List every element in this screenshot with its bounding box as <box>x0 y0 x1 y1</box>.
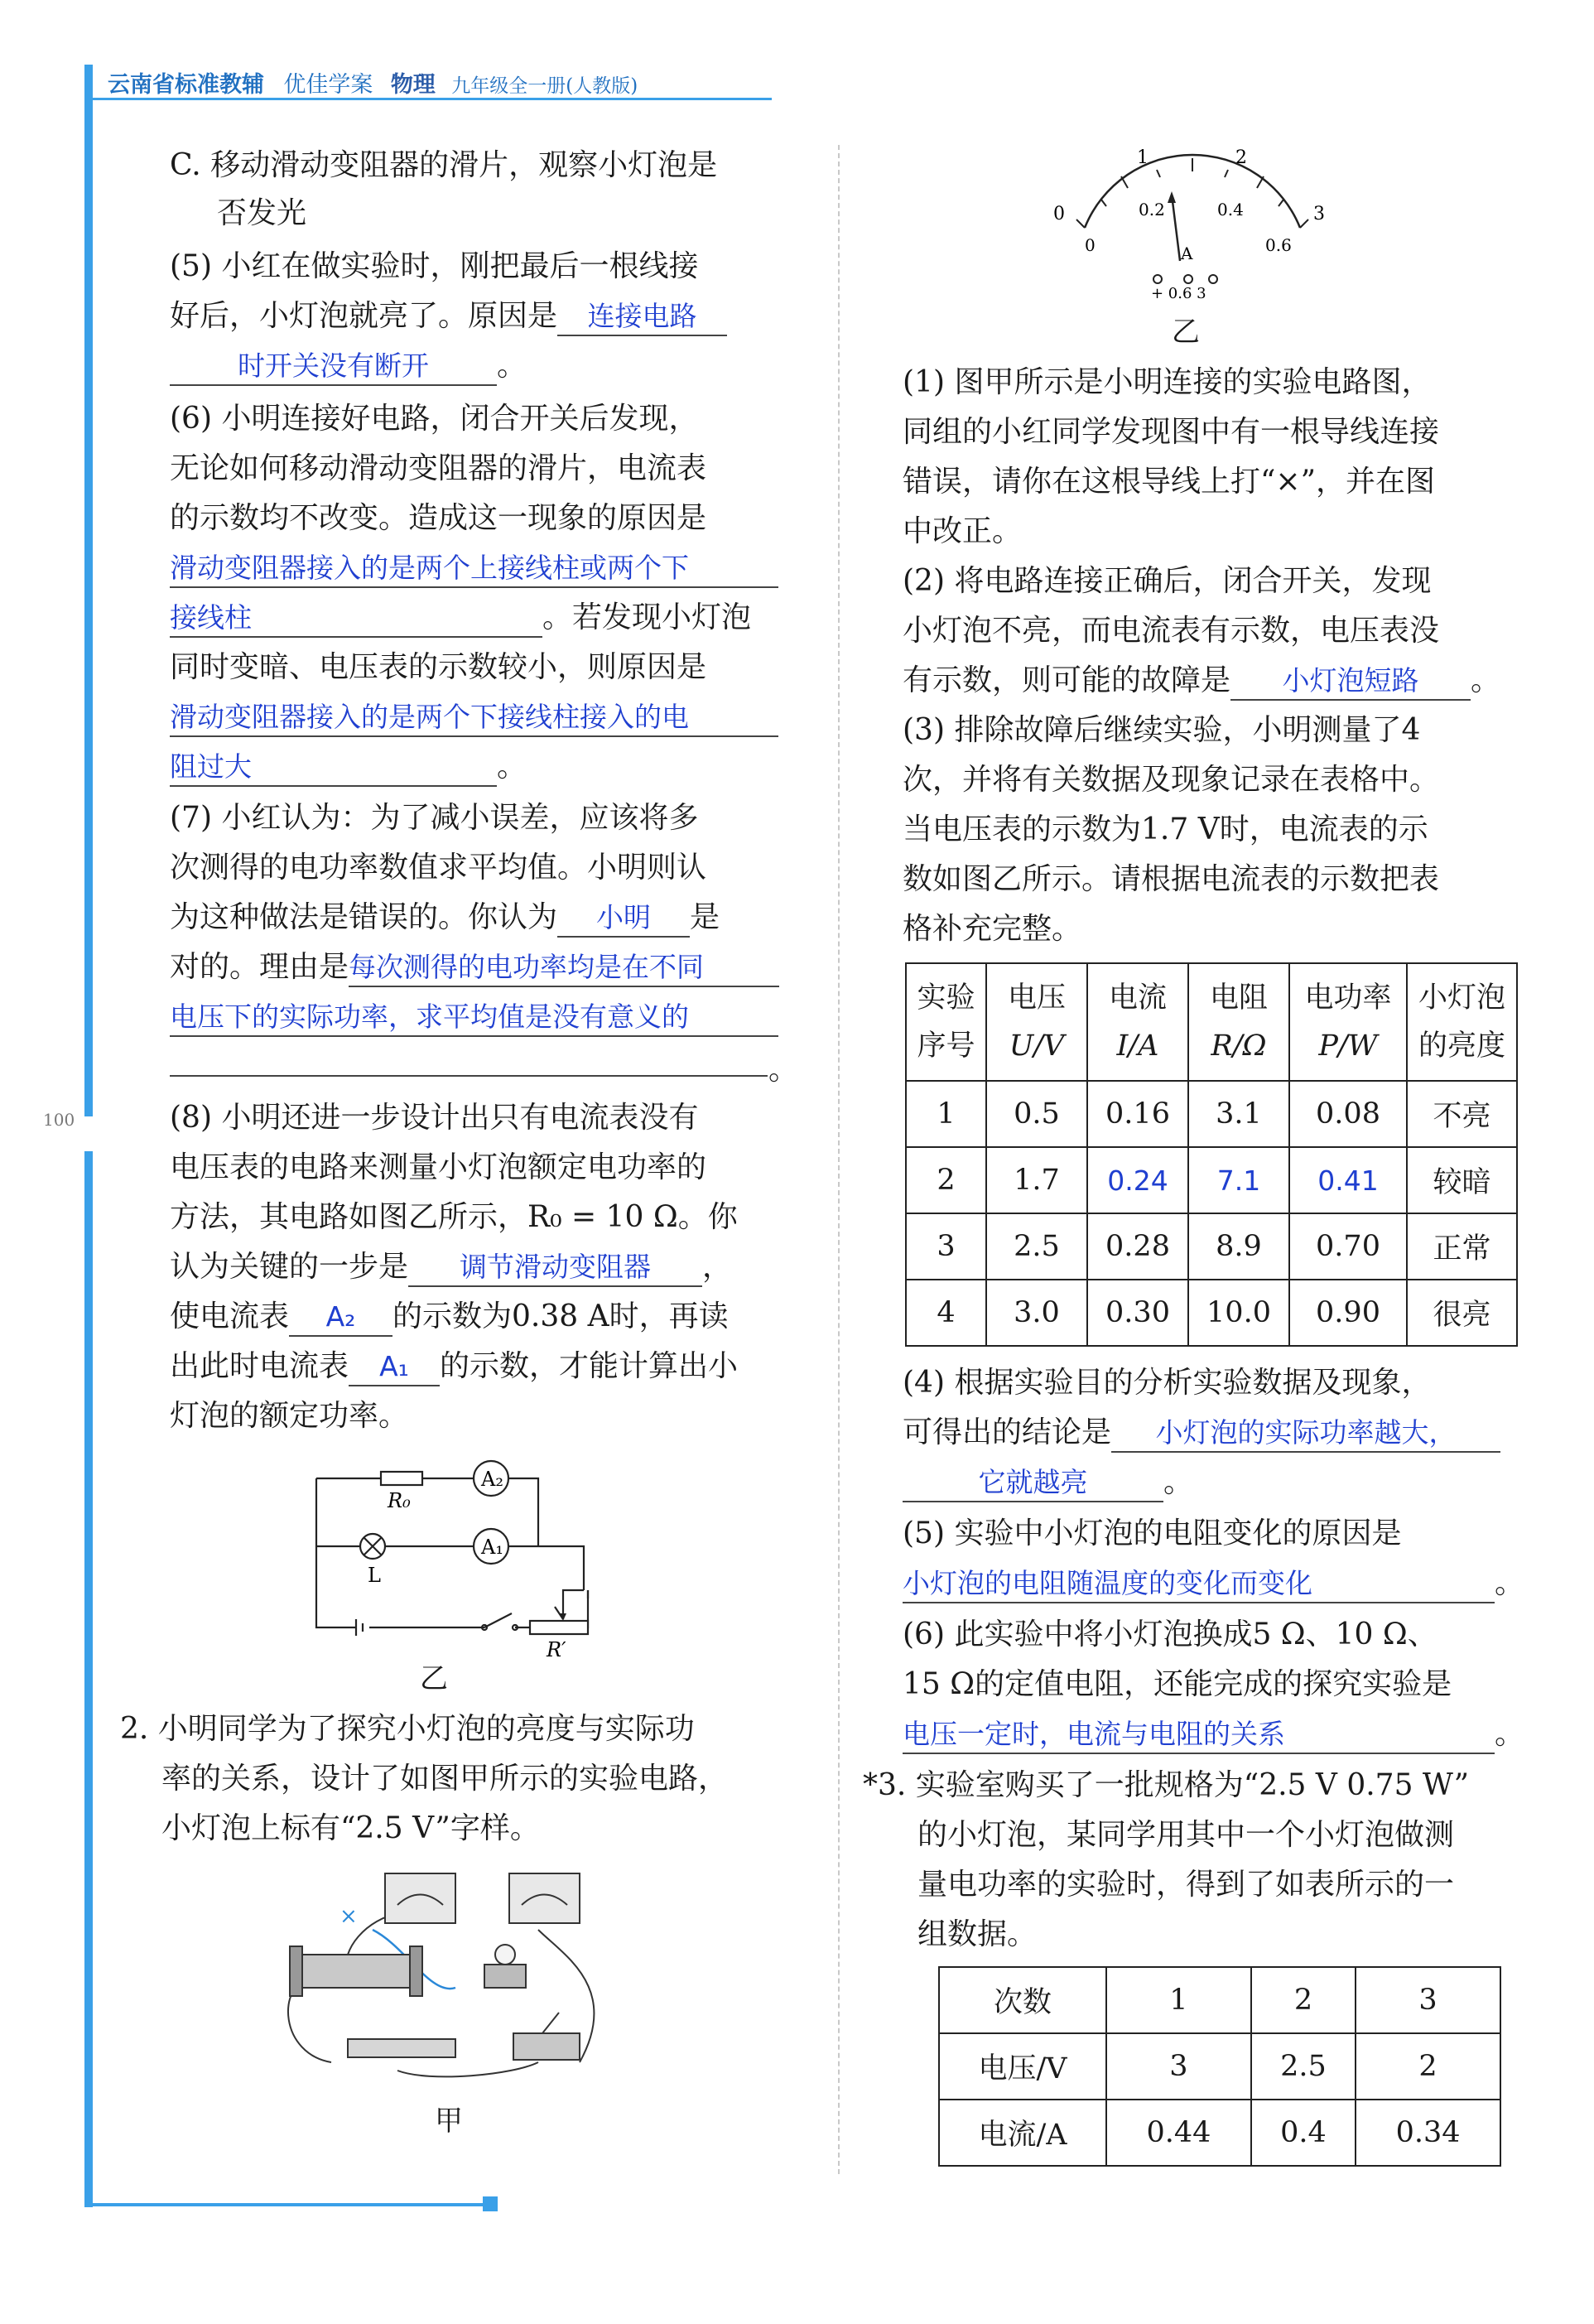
q6-line2: 无论如何移动滑动变阻器的滑片，电流表 <box>170 451 707 485</box>
q3-line4: 组数据。 <box>917 1917 1038 1951</box>
dial-unit: A <box>1181 243 1193 263</box>
dial-outer-3: 3 <box>1313 204 1325 224</box>
table-cell: 次数 <box>939 1967 1106 2033</box>
table-cell: 2 <box>1356 2033 1500 2100</box>
table-cell: 0.34 <box>1356 2100 1500 2166</box>
r1-line2: 同组的小红同学发现图中有一根导线连接 <box>903 415 1440 449</box>
table-cell: 不亮 <box>1407 1081 1517 1147</box>
table1-header-cell: 电功率 P/W <box>1289 963 1407 1081</box>
r4-line2 <box>903 1408 1500 1458</box>
q7-answer-1: 小明 <box>557 899 690 938</box>
q8-line1: (8) 小明还进一步设计出只有电流表没有 <box>170 1101 699 1135</box>
q8-text-6a: 出此时电流表 <box>170 1349 349 1383</box>
q7-answer-2b: 电压下的实际功率，求平均值是没有意义的 <box>170 999 778 1037</box>
r3-line1: (3) 排除故障后继续实验，小明测量了4 <box>903 713 1421 747</box>
table1-header-cell: 电阻 R/Ω <box>1188 963 1289 1081</box>
table-row <box>939 1967 1500 2033</box>
q8-text-4b: ， <box>702 1250 733 1284</box>
q5-answer-1: 连接电路 <box>557 298 727 336</box>
q6-mid: 。若发现小灯泡 <box>542 600 752 634</box>
circuit-diagram <box>298 1449 613 1661</box>
q8-line5 <box>170 1292 729 1342</box>
q6-line5 <box>170 593 751 643</box>
r1-line1: (1) 图甲所示是小明连接的实验电路图， <box>903 365 1432 399</box>
fig-yi-caption-left: 乙 <box>420 1662 448 1695</box>
table-cell: 0.90 <box>1289 1280 1407 1346</box>
table-cell: 0.70 <box>1289 1213 1407 1280</box>
r2-line2: 小灯泡不亮，而电流表有示数，电压表没 <box>903 614 1440 648</box>
r3-line3: 当电压表的示数为1.7 V时，电流表的示 <box>903 812 1428 846</box>
dial-bottom-0: 0 <box>1085 235 1096 255</box>
table-cell: 2.5 <box>1251 2033 1356 2100</box>
q5-end: 。 <box>497 349 527 383</box>
table-cell: 3.0 <box>986 1280 1087 1346</box>
r4-answer-1: 小灯泡的实际功率越大， <box>1111 1415 1500 1453</box>
subject-label: 物理 <box>390 72 436 98</box>
table-cell: 2.5 <box>986 1213 1087 1280</box>
table-cell: 0.4 <box>1251 2100 1356 2166</box>
q6-line7 <box>170 692 778 742</box>
table-cell: 4 <box>906 1280 986 1346</box>
table-row <box>939 2033 1500 2100</box>
q8-line6 <box>170 1342 738 1391</box>
q3-line1: *3. 实验室购买了一批规格为“2.5 V 0.75 W” <box>863 1768 1470 1802</box>
r4-line3 <box>903 1458 1193 1507</box>
q5-text: 好后，小灯泡就亮了。原因是 <box>170 299 558 333</box>
data-table-2 <box>938 1966 1501 2167</box>
fig-jia-caption: 甲 <box>435 2105 463 2138</box>
r5-answer: 小灯泡的电阻随温度的变化而变化 <box>903 1565 1495 1603</box>
q8-text-4a: 认为关键的一步是 <box>170 1250 409 1284</box>
q5-line2 <box>170 292 727 341</box>
q7-line3 <box>170 893 720 943</box>
r2-line3 <box>903 656 1500 706</box>
q7-text-4a: 对的。理由是 <box>170 950 349 984</box>
table-cell: 很亮 <box>1407 1280 1517 1346</box>
dial-outer-0: 0 <box>1053 204 1065 224</box>
lamp-label: L <box>368 1564 381 1587</box>
svg-text:×: × <box>340 1904 358 1929</box>
table-cell: 2 <box>1251 1967 1356 2033</box>
q8-answer-1: 调节滑动变阻器 <box>408 1249 702 1287</box>
table-cell: 正常 <box>1407 1213 1517 1280</box>
q6-answer-1b: 接线柱 <box>170 600 542 638</box>
r6-line1: (6) 此实验中将小灯泡换成5 Ω、10 Ω、 <box>903 1618 1437 1651</box>
q6-line3: 的示数均不改变。造成这一现象的原因是 <box>170 501 707 535</box>
r2-text: 有示数，则可能的故障是 <box>903 663 1231 697</box>
q7-text-3a: 为这种做法是错误的。你认为 <box>170 900 558 934</box>
q6-answer-2b: 阻过大 <box>170 749 497 787</box>
table-cell: 0.5 <box>986 1081 1087 1147</box>
book-title: 优佳学案 <box>283 72 373 98</box>
table-answer-current: 0.24 <box>1087 1147 1188 1213</box>
data-table-1 <box>905 962 1518 1347</box>
q6-end: 。 <box>497 750 527 784</box>
table1-header-cell: 小灯泡 的亮度 <box>1407 963 1517 1081</box>
q6-line1: (6) 小明连接好电路，闭合开关后发现， <box>170 402 699 436</box>
series-title: 云南省标准教辅 <box>108 72 264 98</box>
q8-line3: 方法，其电路如图乙所示，R₀ = 10 Ω。你 <box>170 1200 738 1234</box>
q5-line3 <box>170 341 527 391</box>
option-c-line2: 否发光 <box>217 196 307 230</box>
table1-header-cell: 实验 序号 <box>906 963 986 1081</box>
column-divider <box>838 145 840 2174</box>
edition-label: 九年级全一册(人教版) <box>451 75 638 97</box>
ammeter-dial <box>1052 137 1333 311</box>
table-cell: 0.16 <box>1087 1081 1188 1147</box>
r5-line2 <box>903 1559 1524 1608</box>
table-row <box>906 1213 1517 1280</box>
q2-line1: 2. 小明同学为了探究小灯泡的亮度与实际功 <box>120 1712 695 1746</box>
r1-line4: 中改正。 <box>903 514 1023 548</box>
q6-line8 <box>170 742 527 792</box>
fig-yi-caption-right: 乙 <box>1172 316 1200 349</box>
table-cell: 1 <box>1106 1967 1251 2033</box>
r4-answer-2: 它就越亮 <box>903 1464 1163 1502</box>
r4-text: 可得出的结论是 <box>903 1415 1112 1449</box>
q6-line6: 同时变暗、电压表的示数较小，则原因是 <box>170 650 707 684</box>
q6-line4 <box>170 543 778 593</box>
q7-blank-line <box>170 1075 768 1077</box>
table-cell: 较暗 <box>1407 1147 1517 1213</box>
table-cell: 1 <box>906 1081 986 1147</box>
q8-text-5a: 使电流表 <box>170 1299 290 1333</box>
dial-inner-04: 0.4 <box>1217 200 1244 219</box>
experiment-photo <box>265 1864 629 2100</box>
table-cell: 0.08 <box>1289 1081 1407 1147</box>
q7-line5 <box>170 992 778 1042</box>
q8-text-5b: 的示数为0.38 A时，再读 <box>392 1299 729 1333</box>
table1-header-cell: 电流 I/A <box>1087 963 1188 1081</box>
footer-square <box>483 2196 498 2211</box>
dial-bottom-06: 0.6 <box>1265 235 1292 255</box>
side-bar-top <box>84 65 93 1116</box>
q7-text-3b: 是 <box>690 900 720 934</box>
q8-answer-3: A₁ <box>349 1348 440 1386</box>
q7-line1: (7) 小红认为：为了减小误差，应该将多 <box>170 801 699 835</box>
table-cell: 0.44 <box>1106 2100 1251 2166</box>
table1-header-cell: 电压 U/V <box>986 963 1087 1081</box>
dial-top-1: 1 <box>1137 147 1149 168</box>
q7-answer-2a: 每次测得的电功率均是在不同 <box>349 949 779 987</box>
q8-line4 <box>170 1242 732 1292</box>
r0-label: R₀ <box>388 1489 411 1512</box>
q5-line1: (5) 小红在做实验时，刚把最后一根线接 <box>170 249 699 283</box>
q6-answer-2a: 滑动变阻器接入的是两个下接线柱接入的电 <box>170 699 778 737</box>
r6-answer: 电压一定时，电流与电阻的关系 <box>903 1716 1495 1754</box>
r2-line1: (2) 将电路连接正确后，闭合开关，发现 <box>903 564 1432 598</box>
side-bar-bottom <box>84 1151 93 2207</box>
option-c-line1: C. 移动滑动变阻器的滑片，观察小灯泡是 <box>170 148 718 182</box>
q7-line4 <box>170 943 779 992</box>
q8-line2: 电压表的电路来测量小灯泡额定电功率的 <box>170 1150 707 1184</box>
table-row <box>906 1147 1517 1213</box>
q8-text-6b: 的示数，才能计算出小 <box>440 1349 739 1383</box>
r5-line1: (5) 实验中小灯泡的电阻变化的原因是 <box>903 1516 1402 1550</box>
q6-answer-1a: 滑动变阻器接入的是两个上接线柱或两个下 <box>170 550 778 588</box>
q3-line3: 量电功率的实验时，得到了如表所示的一 <box>917 1868 1455 1902</box>
footer-rule <box>84 2203 490 2206</box>
table-cell: 2 <box>906 1147 986 1213</box>
table-cell: 0.30 <box>1087 1280 1188 1346</box>
table-cell: 3 <box>1356 1967 1500 2033</box>
table-answer-resistance: 7.1 <box>1188 1147 1289 1213</box>
q7-end: 。 <box>768 1053 799 1087</box>
r6-line3 <box>903 1709 1524 1759</box>
q5-answer-2: 时开关没有断开 <box>170 348 497 386</box>
r4-end: 。 <box>1163 1465 1194 1499</box>
r2-end: 。 <box>1471 663 1501 697</box>
table-cell: 0.28 <box>1087 1213 1188 1280</box>
r3-line4: 数如图乙所示。请根据电流表的示数把表 <box>903 862 1440 896</box>
a1-label: A₁ <box>481 1536 503 1559</box>
r3-line5: 格补充完整。 <box>903 912 1082 946</box>
rprime-label: R′ <box>547 1638 566 1661</box>
r3-line2: 次，并将有关数据及现象记录在表格中。 <box>903 763 1440 797</box>
table-row <box>939 2100 1500 2166</box>
r6-end: 。 <box>1495 1717 1525 1751</box>
table-cell: 10.0 <box>1188 1280 1289 1346</box>
dial-terminals: + 0.6 3 <box>1151 285 1206 302</box>
table-cell: 3.1 <box>1188 1081 1289 1147</box>
table-cell: 电流/A <box>939 2100 1106 2166</box>
table-cell: 1.7 <box>986 1147 1087 1213</box>
r1-line3: 错误，请你在这根导线上打“×”，并在图 <box>903 465 1435 499</box>
r2-answer: 小灯泡短路 <box>1230 663 1471 701</box>
q8-answer-2: A₂ <box>289 1299 392 1337</box>
table-row <box>906 1280 1517 1346</box>
q2-line2: 率的关系，设计了如图甲所示的实验电路， <box>161 1762 729 1796</box>
a2-label: A₂ <box>481 1468 503 1491</box>
r5-end: 。 <box>1495 1566 1525 1600</box>
table-cell: 电压/V <box>939 2033 1106 2100</box>
table-row <box>906 1081 1517 1147</box>
q8-line7: 灯泡的额定功率。 <box>170 1399 409 1433</box>
r6-line2: 15 Ω的定值电阻，还能完成的探究实验是 <box>903 1667 1452 1701</box>
table-cell: 3 <box>1106 2033 1251 2100</box>
q2-line3: 小灯泡上标有“2.5 V”字样。 <box>161 1811 540 1845</box>
table-answer-power: 0.41 <box>1289 1147 1407 1213</box>
page-header <box>108 66 638 99</box>
q3-line2: 的小灯泡，某同学用其中一个小灯泡做测 <box>917 1818 1455 1852</box>
r4-line1: (4) 根据实验目的分析实验数据及现象， <box>903 1366 1432 1400</box>
dial-inner-02: 0.2 <box>1139 200 1165 219</box>
dial-top-2: 2 <box>1235 147 1247 168</box>
q7-line2: 次测得的电功率数值求平均值。小明则认 <box>170 851 707 885</box>
table1-header-row <box>906 963 1517 1081</box>
page-number: 100 <box>43 1110 75 1130</box>
table-cell: 3 <box>906 1213 986 1280</box>
table-cell: 8.9 <box>1188 1213 1289 1280</box>
